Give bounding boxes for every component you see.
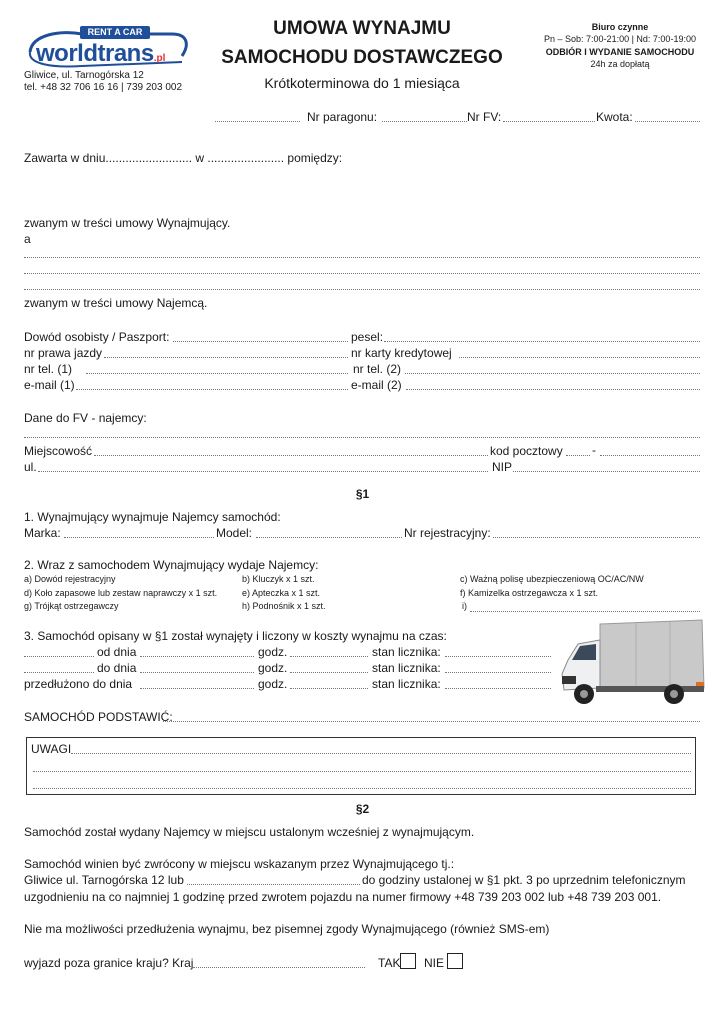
- id-field[interactable]: [173, 341, 348, 342]
- s1-point2: 2. Wraz z samochodem Wynajmujący wydaje Najemcy:: [24, 558, 319, 572]
- logo-wordmark: [36, 40, 165, 68]
- to-hour-field[interactable]: [290, 672, 368, 673]
- remarks-box[interactable]: [26, 737, 696, 795]
- and-label: a: [24, 232, 31, 246]
- license-label: nr prawa jazdy: [24, 346, 103, 360]
- office-extra: 24h za dopłatą: [590, 59, 650, 69]
- doc-title-line1: UMOWA WYNAJMU: [273, 18, 451, 39]
- doc-title-line2: SAMOCHODU DOSTAWCZEGO: [221, 47, 503, 68]
- s1-point3: 3. Samochód opisany w §1 został wynajęty i liczony w koszty wynajmu na czas:: [24, 629, 447, 643]
- item-g: g) Trójkąt ostrzegawczy: [24, 601, 119, 611]
- pesel-field[interactable]: [384, 341, 700, 342]
- from-hour-field[interactable]: [290, 656, 368, 657]
- from-meter-label: stan licznika:: [372, 645, 441, 659]
- receipt-blank[interactable]: [215, 121, 300, 122]
- s1-point1: 1. Wynajmujący wynajmuje Najemcy samochód:: [24, 510, 281, 524]
- postal-field-b[interactable]: [600, 455, 700, 456]
- plate-field[interactable]: [493, 537, 700, 538]
- kwota-field[interactable]: [635, 121, 700, 122]
- item-e: e) Apteczka x 1 szt.: [242, 588, 321, 598]
- doc-subtitle: Krótkoterminowa do 1 miesiąca: [264, 75, 460, 91]
- yes-checkbox[interactable]: [400, 953, 416, 969]
- to-hour-label: godz.: [258, 661, 288, 675]
- logo-name: worldtrans: [36, 40, 154, 67]
- item-c: c) Ważną polisę ubezpieczeniową OC/AC/NW: [460, 574, 644, 584]
- to-meter-label: stan licznika:: [372, 661, 441, 675]
- s2-p2c: do godziny ustalonej w §1 pkt. 3 po uprzednim telefonicznym: [362, 873, 686, 887]
- item-b: b) Kluczyk x 1 szt.: [242, 574, 315, 584]
- no-checkbox[interactable]: [447, 953, 463, 969]
- label-kwota: Kwota:: [596, 110, 633, 124]
- s2-p2b: Gliwice ul. Tarnogórska 12 lub: [24, 873, 184, 887]
- from-date-field[interactable]: [140, 656, 254, 657]
- card-label: nr karty kredytowej: [351, 346, 452, 360]
- remarks-line-2[interactable]: [33, 771, 691, 772]
- email1-label: e-mail (1): [24, 378, 75, 392]
- city-label: Miejscowość: [24, 444, 93, 458]
- make-field[interactable]: [64, 537, 214, 538]
- remarks-label: UWAGI: [31, 742, 72, 756]
- return-place-field[interactable]: [187, 884, 360, 885]
- s2-p2d: uzgodnieniu na co najmniej 1 godzinę przed zwrotem pojazdu na numer firmowy +48 739 203 002 lub +48 739 203 001.: [24, 890, 662, 904]
- yes-label: TAK: [378, 956, 401, 970]
- lessee-line-1[interactable]: [24, 257, 700, 258]
- item-f: f) Kamizelka ostrzegawcza x 1 szt.: [460, 588, 599, 598]
- model-label: Model:: [216, 526, 253, 540]
- van-image: [556, 618, 706, 710]
- section1-heading: §1: [355, 487, 370, 501]
- email2-label: e-mail (2): [351, 378, 402, 392]
- id-label: Dowód osobisty / Paszport:: [24, 330, 170, 344]
- extended-hour-label: godz.: [258, 677, 288, 691]
- lessee-line-3[interactable]: [24, 289, 700, 290]
- lessee-line-2[interactable]: [24, 273, 700, 274]
- street-label: ul.: [24, 460, 37, 474]
- license-field[interactable]: [104, 357, 348, 358]
- make-label: Marka:: [24, 526, 61, 540]
- company-address: Gliwice, ul. Tarnogórska 12: [24, 70, 144, 81]
- extended-date-field[interactable]: [140, 688, 254, 689]
- company-phone: tel. +48 32 706 16 16 | 739 203 002: [24, 82, 183, 93]
- plate-label: Nr rejestracyjny:: [404, 526, 491, 540]
- invoice-line[interactable]: [24, 437, 700, 438]
- postal-dash: -: [592, 443, 596, 457]
- street-field[interactable]: [38, 471, 488, 472]
- s2-p2a: Samochód winien być zwrócony w miejscu wskazanym przez Wynajmującego tj.:: [24, 857, 455, 871]
- postal-label: kod pocztowy: [490, 444, 563, 458]
- model-field[interactable]: [256, 537, 402, 538]
- city-field[interactable]: [94, 455, 488, 456]
- extended-meter-label: stan licznika:: [372, 677, 441, 691]
- company-logo: [22, 22, 192, 74]
- s2-p1: Samochód został wydany Najemcy w miejscu ustalonym wcześniej z wynajmującym.: [24, 825, 475, 839]
- office-label: Biuro czynne: [591, 22, 649, 32]
- abroad-country-field[interactable]: [193, 967, 365, 968]
- to-prefix-field[interactable]: [24, 672, 94, 673]
- fv-field[interactable]: [503, 121, 595, 122]
- tel1-field[interactable]: [86, 373, 348, 374]
- item-a: a) Dowód rejestracyjny: [24, 574, 116, 584]
- pesel-label: pesel:: [351, 330, 384, 344]
- lessee-label: zwanym w treści umowy Najemcą.: [24, 296, 208, 310]
- no-label: NIE: [424, 956, 445, 970]
- email1-field[interactable]: [76, 389, 348, 390]
- nip-label: NIP: [492, 460, 513, 474]
- from-label: od dnia: [97, 645, 137, 659]
- abroad-label: wyjazd poza granice kraju? Kraj: [24, 956, 194, 970]
- from-hour-label: godz.: [258, 645, 288, 659]
- logo-banner: RENT A CAR: [87, 27, 143, 37]
- to-date-field[interactable]: [140, 672, 254, 673]
- to-label: do dnia: [97, 661, 137, 675]
- deliver-label: SAMOCHÓD PODSTAWIĆ:: [24, 710, 173, 724]
- tel2-field[interactable]: [405, 373, 700, 374]
- office-pickup: ODBIÓR I WYDANIE SAMOCHODU: [545, 47, 695, 57]
- from-meter-field[interactable]: [445, 656, 551, 657]
- section2-heading: §2: [355, 802, 370, 816]
- label-paragon: Nr paragonu:: [307, 110, 378, 124]
- tel2-label: nr tel. (2): [353, 362, 402, 376]
- s2-p3: Nie ma możliwości przedłużenia wynajmu, bez pisemnej zgody Wynajmującego (również SMS-em): [24, 922, 550, 936]
- concluded-line: Zawarta w dniu.......................... w ....................... pomiędzy:: [24, 151, 343, 165]
- item-d: d) Koło zapasowe lub zestaw naprawczy x 1 szt.: [24, 588, 218, 598]
- office-hours: Pn – Sob: 7:00-21:00 | Nd: 7:00-19:00: [544, 34, 696, 44]
- item-i-field[interactable]: [470, 611, 700, 612]
- from-prefix-field[interactable]: [24, 656, 94, 657]
- van-icon: [556, 618, 706, 710]
- postal-field-a[interactable]: [566, 455, 590, 456]
- invoice-header: Dane do FV - najemcy:: [24, 411, 147, 425]
- label-fv: Nr FV:: [467, 110, 502, 124]
- item-h: h) Podnośnik x 1 szt.: [242, 601, 326, 611]
- card-field[interactable]: [459, 357, 700, 358]
- remarks-line-1[interactable]: [71, 753, 691, 754]
- to-meter-field[interactable]: [445, 672, 551, 673]
- lessor-label: zwanym w treści umowy Wynajmujący.: [24, 216, 231, 230]
- extended-label: przedłużono do dnia: [24, 677, 133, 691]
- extended-hour-field[interactable]: [290, 688, 368, 689]
- item-i: i): [462, 601, 467, 611]
- remarks-line-3[interactable]: [33, 788, 691, 789]
- logo-tld: .pl: [153, 53, 166, 64]
- paragon-field[interactable]: [382, 121, 467, 122]
- nip-field[interactable]: [513, 471, 700, 472]
- tel1-label: nr tel. (1): [24, 362, 73, 376]
- email2-field[interactable]: [406, 389, 700, 390]
- extended-meter-field[interactable]: [445, 688, 551, 689]
- deliver-field[interactable]: [163, 721, 700, 722]
